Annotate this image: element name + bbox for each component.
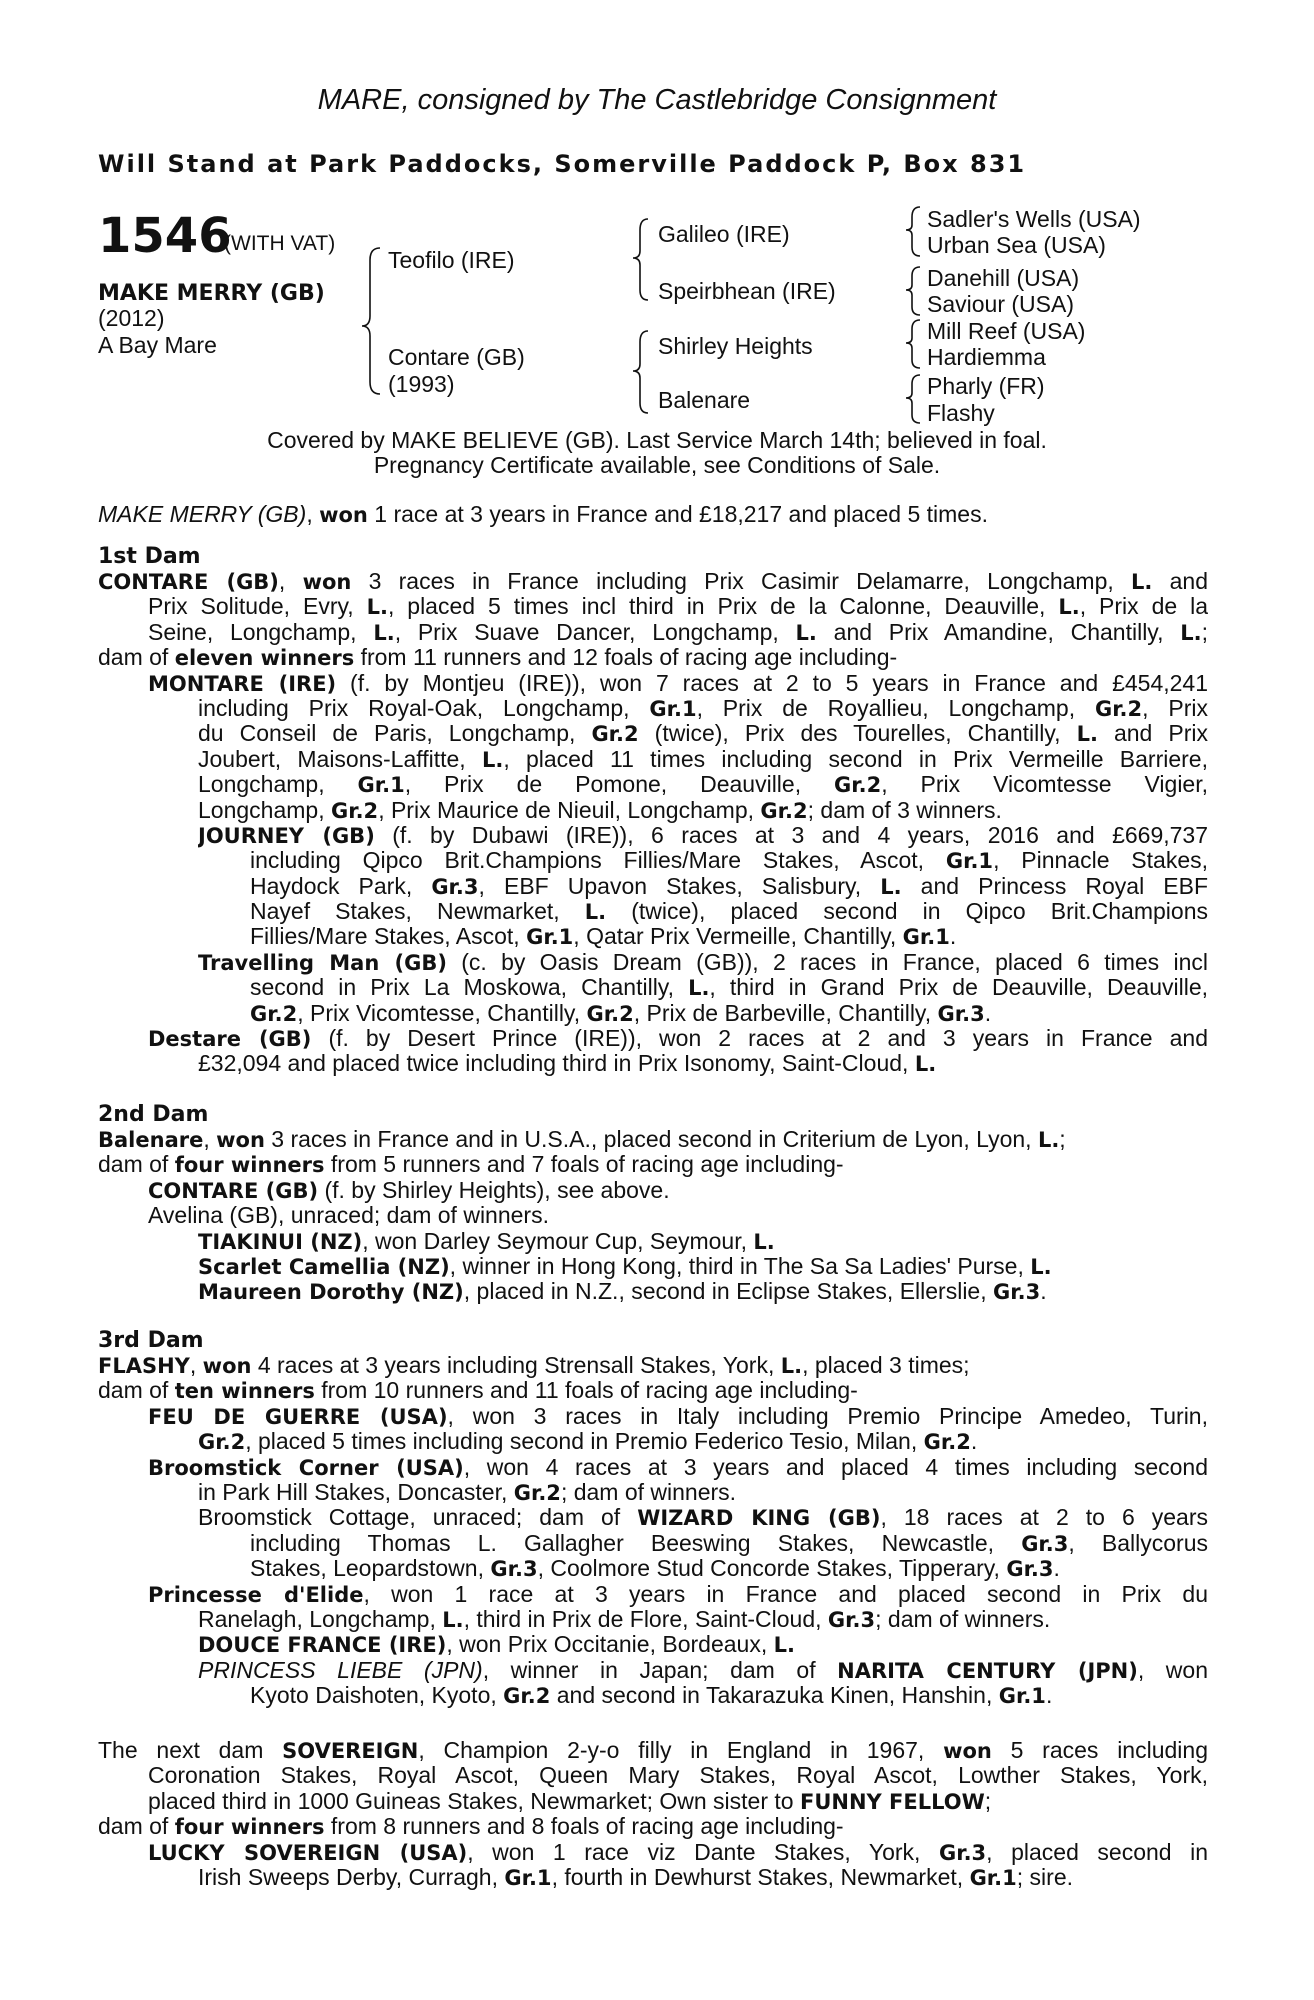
text-span: L. [773, 1633, 795, 1658]
text-span: , Pinnacle Stakes, [993, 848, 1208, 874]
text-span: ; sire. [1016, 1863, 1073, 1890]
text-span: TIAKINUI (NZ) [198, 1229, 363, 1254]
text-span: (twice), Prix des Tourelles, Chantilly, [638, 721, 1077, 747]
first-dam-block [98, 569, 1208, 1077]
text-span: NARITA CENTURY (JPN) [837, 1658, 1138, 1683]
text-span: SOVEREIGN [282, 1739, 419, 1763]
text-span: Gr.3 [827, 1607, 876, 1632]
text-span: Gr.2 [330, 798, 379, 823]
text-span: , Prix Vicomtesse Vigier, [881, 772, 1208, 798]
text-span: 3 races in France including Prix Casimir Delamarre, Longchamp, [351, 569, 1132, 594]
text-span: L. [780, 1354, 803, 1378]
pedigree-sire-dam: Speirbhean (IRE) [658, 278, 836, 304]
text-span: Gr.1 [357, 773, 405, 798]
summary-won: won [319, 503, 368, 527]
text-span: , Prix de Barbeville, Chantilly, [633, 999, 938, 1026]
text-line [198, 1865, 1208, 1890]
text-line [250, 899, 1208, 924]
text-span: won [943, 1739, 992, 1763]
text-span: Longchamp, [198, 796, 331, 823]
text-line [98, 1353, 1208, 1378]
text-line [250, 924, 1208, 949]
text-span: The next dam [98, 1738, 283, 1763]
text-span: L. [1030, 1254, 1052, 1279]
text-span: . [1045, 1682, 1053, 1709]
text-span: Gr.2 [1094, 696, 1143, 721]
text-span: , third in Prix de Flore, Saint-Cloud, [463, 1605, 828, 1632]
text-span: won [202, 1354, 252, 1378]
text-line [98, 1152, 1208, 1177]
text-span: from 5 runners and 7 foals of racing age including- [324, 1151, 844, 1178]
text-line [250, 848, 1208, 873]
text-span: . [984, 999, 992, 1026]
text-span: , won Darley Seymour Cup, Seymour, [362, 1227, 754, 1254]
text-span: Fillies/Mare Stakes, Ascot, [250, 923, 527, 950]
text-span: dam of [98, 1151, 175, 1178]
text-span: and [1152, 569, 1208, 594]
text-span: , EBF Upavon Stakes, Salisbury, [478, 873, 881, 899]
text-span: Gr.1 [649, 696, 697, 721]
text-span: , Prix de la [1079, 594, 1208, 620]
text-span: Gr.3 [1021, 1531, 1069, 1556]
text-span: ; dam of 3 winners. [807, 796, 1002, 823]
text-span: Princesse d'Elide [148, 1582, 364, 1607]
text-span: (twice), placed second in Qipco Brit.Champions [606, 899, 1208, 925]
text-span: , placed second in [986, 1839, 1208, 1865]
text-span: Gr.2 [923, 1430, 971, 1455]
text-line [250, 1683, 1208, 1708]
text-line [198, 1607, 1208, 1632]
text-span: won [302, 570, 352, 594]
text-line [98, 1814, 1208, 1839]
text-span: dam of [98, 1813, 175, 1840]
text-span: du Conseil de Paris, Longchamp, [198, 721, 592, 747]
text-line [148, 1840, 1208, 1865]
text-span: ten winners [174, 1379, 315, 1404]
text-span: L. [1076, 722, 1098, 747]
text-span: , Prix [1142, 695, 1208, 721]
text-span: , [203, 1126, 217, 1152]
text-span: Coronation Stakes, Royal Ascot, Queen Mary Stakes, Royal Ascot, Lowther Stakes, York, [148, 1763, 1208, 1789]
pedigree-dsd: Hardiemma [927, 344, 1046, 370]
text-line [250, 874, 1208, 899]
text-span: . [949, 923, 957, 950]
pedigree-sire: Teofilo (IRE) [388, 247, 515, 273]
summary-rest: 1 race at 3 years in France and £18,217 and placed 5 times. [367, 501, 988, 527]
text-span: , Prix Vicomtesse, Chantilly, [297, 999, 587, 1026]
text-span: won [216, 1128, 265, 1152]
text-span: Gr.1 [504, 1865, 552, 1890]
text-span: (f. by Montjeu (IRE)), won 7 races at 2 to 5 years in France and £454,241 [336, 670, 1208, 696]
text-span: , placed 5 times incl third in Prix de la Calonne, Deauville, [387, 594, 1059, 620]
text-line [148, 620, 1208, 645]
page-title: MARE, consigned by The Castlebridge Consignment [317, 84, 997, 116]
text-span: Gr.2 [591, 722, 639, 747]
text-line [198, 1632, 1208, 1657]
pedigree-ddd: Flashy [927, 400, 995, 426]
text-line [98, 645, 1208, 670]
text-line [198, 1051, 1208, 1076]
text-span: Gr.2 [760, 798, 808, 823]
text-span: , [189, 1352, 203, 1378]
text-span: Gr.1 [998, 1684, 1046, 1709]
text-span: Avelina (GB), unraced; dam of winners. [148, 1202, 549, 1229]
section-2nd-dam: 2nd Dam [98, 1102, 209, 1127]
text-span: (f. by Shirley Heights), see above. [318, 1176, 670, 1203]
text-span: dam of [98, 1377, 175, 1404]
text-span: , placed in N.Z., second in Eclipse Stakes, Ellerslie, [463, 1278, 994, 1305]
text-span: ; [984, 1787, 992, 1814]
text-span: L. [481, 747, 504, 772]
text-span: WIZARD KING (GB) [637, 1506, 881, 1531]
text-span: ; [1201, 619, 1208, 645]
text-line [198, 798, 1208, 823]
text-span: Haydock Park, [250, 873, 432, 899]
text-span: L. [1180, 620, 1202, 645]
text-line [198, 1254, 1208, 1279]
text-span: , placed 5 times including second in Premio Federico Tesio, Milan, [245, 1428, 924, 1455]
pedigree-dam: Contare (GB) [388, 344, 525, 370]
text-span: , winner in Hong Kong, third in The Sa Sa Ladies' Purse, [449, 1252, 1031, 1279]
text-span: Gr.2 [586, 1001, 634, 1026]
text-line [148, 1203, 1208, 1228]
text-line [98, 1738, 1208, 1763]
horse-year: (2012) [98, 305, 165, 331]
text-line [198, 772, 1208, 797]
text-span: , won 1 race at 3 years in France and placed second in Prix du [363, 1581, 1208, 1607]
text-span: , placed 11 times including second in Prix Vermeille Barriere, [503, 746, 1208, 772]
text-span: L. [880, 874, 902, 899]
pedigree-ssd: Urban Sea (USA) [927, 232, 1106, 258]
pedigree-dam-year: (1993) [388, 371, 455, 397]
text-span: 5 races including [991, 1738, 1208, 1763]
text-span: . [970, 1428, 978, 1455]
text-line [198, 1429, 1208, 1454]
text-line [148, 1455, 1208, 1480]
pedigree-dam-sire: Shirley Heights [658, 333, 813, 359]
text-span: , [278, 569, 303, 594]
text-span: Gr.2 [198, 1430, 246, 1455]
text-span: Gr.3 [1006, 1557, 1054, 1582]
text-span: , won [1137, 1657, 1208, 1683]
text-span: Joubert, Maisons-Laffitte, [198, 746, 482, 772]
text-span: , fourth in Dewhurst Stakes, Newmarket, [551, 1863, 970, 1890]
text-span: DOUCE FRANCE (IRE) [198, 1633, 447, 1658]
text-line [198, 696, 1208, 721]
text-span: L. [795, 620, 817, 645]
text-span: and second in Takarazuka Kinen, Hanshin, [550, 1682, 999, 1709]
text-span: L. [373, 620, 395, 645]
text-span: including Thomas L. Gallagher Beeswing Stakes, Newcastle, [250, 1530, 1022, 1556]
text-span: Longchamp, [198, 772, 358, 798]
text-line [98, 1127, 1208, 1152]
text-line [198, 1480, 1208, 1505]
text-span: MONTARE (IRE) [148, 671, 337, 696]
section-1st-dam: 1st Dam [98, 544, 201, 569]
text-line [98, 569, 1208, 594]
text-span: placed third in 1000 Guineas Stakes, Newmarket; Own sister to [148, 1787, 800, 1814]
text-span: L. [914, 1052, 937, 1077]
text-span: eleven winners [174, 646, 355, 671]
text-span: Gr.3 [937, 1001, 985, 1026]
text-line [148, 1404, 1208, 1429]
text-span: PRINCESS LIEBE (JPN) [198, 1657, 483, 1683]
text-span: 3 races in France and in U.S.A., placed second in Criterium de Lyon, Lyon, [264, 1126, 1038, 1152]
text-line [98, 1378, 1208, 1403]
text-span: dam of [98, 644, 175, 671]
text-span: LUCKY SOVEREIGN (USA) [148, 1840, 468, 1865]
pedigree-dss: Mill Reef (USA) [927, 318, 1086, 344]
text-span: Balenare [98, 1128, 204, 1152]
text-span: Gr.1 [969, 1865, 1017, 1890]
text-span: L. [366, 595, 388, 620]
text-span: ; dam of winners. [560, 1478, 737, 1505]
text-line [198, 950, 1208, 975]
next-dam-block [98, 1738, 1208, 1890]
text-span: Kyoto Daishoten, Kyoto, [250, 1682, 504, 1709]
lot-vat: (WITH VAT) [224, 232, 336, 255]
second-dam-block [98, 1127, 1208, 1305]
text-span: , winner in Japan; dam of [482, 1657, 838, 1683]
horse-name: MAKE MERRY (GB) [98, 281, 325, 306]
text-span: four winners [174, 1815, 325, 1840]
text-span: , Coolmore Stud Concorde Stakes, Tipperary, [537, 1555, 1007, 1582]
text-span: from 11 runners and 12 foals of racing age including- [354, 644, 898, 671]
pregnancy-info: Pregnancy Certificate available, see Conditions of Sale. [373, 452, 941, 478]
text-span: Travelling Man (GB) [198, 950, 447, 975]
text-span: , Prix Maurice de Nieuil, Longchamp, [378, 796, 761, 823]
text-line [148, 1582, 1208, 1607]
text-span: Maureen Dorothy (NZ) [198, 1280, 464, 1305]
text-span: JOURNEY (GB) [198, 823, 375, 848]
text-span: L. [584, 900, 607, 925]
section-3rd-dam: 3rd Dam [98, 1328, 204, 1353]
text-line [198, 1229, 1208, 1254]
pedigree-sss: Sadler's Wells (USA) [927, 206, 1141, 232]
text-span: , won 4 races at 3 years and placed 4 times including second [463, 1454, 1208, 1480]
text-span: FEU DE GUERRE (USA) [148, 1404, 448, 1429]
text-span: CONTARE (GB) [98, 570, 279, 594]
text-span: Gr.1 [902, 925, 950, 950]
text-span: second in Prix La Moskowa, Chantilly, [250, 975, 689, 1001]
text-span: , Champion 2-y-o filly in England in 1967, [418, 1738, 944, 1763]
covering-info: Covered by MAKE BELIEVE (GB). Last Service March 14th; believed in foal. [267, 427, 1047, 453]
text-span: . [1040, 1278, 1047, 1305]
text-span: in Park Hill Stakes, Doncaster, [198, 1478, 514, 1505]
text-span: , Ballycorus [1068, 1530, 1208, 1556]
text-span: Gr.2 [250, 1001, 298, 1026]
text-line [250, 975, 1208, 1000]
text-span: , placed 3 times; [802, 1352, 970, 1378]
text-span: L. [442, 1607, 464, 1632]
text-span: , Prix de Pomone, Deauville, [404, 772, 835, 798]
text-line [148, 671, 1208, 696]
text-span: , 18 races at 2 to 6 years [880, 1505, 1208, 1531]
text-span: from 10 runners and 11 foals of racing age including- [314, 1377, 858, 1404]
text-line [198, 1505, 1208, 1530]
text-span: . [1053, 1555, 1060, 1582]
text-span: Prix Solitude, Evry, [148, 594, 367, 620]
text-span: (f. by Dubawi (IRE)), 6 races at 3 and 4 years, 2016 and £669,737 [374, 822, 1208, 848]
text-span: Seine, Longchamp, [148, 619, 374, 645]
text-span: , third in Grand Prix de Deauville, Deauville, [709, 975, 1208, 1001]
text-span: (f. by Desert Prince (IRE)), won 2 races at 2 and 3 years in France and [311, 1026, 1208, 1052]
text-span: Destare (GB) [148, 1027, 312, 1052]
summary-name: MAKE MERRY (GB) [98, 501, 307, 527]
horse-description: A Bay Mare [98, 332, 217, 358]
text-span: Gr.3 [431, 874, 479, 899]
text-span: CONTARE (GB) [148, 1178, 319, 1203]
text-span: Scarlet Camellia (NZ) [198, 1254, 450, 1279]
text-span: Broomstick Corner (USA) [148, 1455, 464, 1480]
text-line [198, 721, 1208, 746]
text-span: , Prix Suave Dancer, Longchamp, [394, 619, 796, 645]
text-span: Broomstick Cottage, unraced; dam of [198, 1505, 638, 1531]
third-dam-block [98, 1353, 1208, 1708]
text-span: and Princess Royal EBF [901, 873, 1208, 899]
text-line [148, 1763, 1208, 1788]
text-span: L. [753, 1229, 775, 1254]
text-span: ; [1059, 1126, 1066, 1152]
text-span: FUNNY FELLOW [799, 1789, 985, 1814]
pedigree-brackets [0, 0, 1314, 460]
text-line [148, 594, 1208, 619]
text-span: L. [688, 976, 710, 1001]
text-line [148, 1178, 1208, 1203]
text-span: Gr.2 [503, 1684, 551, 1709]
stand-location: Will Stand at Park Paddocks, Somerville Paddock P, Box 831 [98, 150, 1027, 178]
text-span: including Qipco Brit.Champions Fillies/Mare Stakes, Ascot, [250, 848, 946, 874]
text-span: from 8 runners and 8 foals of racing age including- [324, 1813, 844, 1840]
text-line [250, 1001, 1208, 1026]
text-span: Ranelagh, Longchamp, [198, 1605, 443, 1632]
text-span: four winners [174, 1153, 325, 1178]
pedigree-dam-dam: Balenare [658, 387, 751, 413]
pedigree-sds: Danehill (USA) [927, 265, 1080, 291]
text-span: , won Prix Occitanie, Bordeaux, [446, 1631, 774, 1658]
text-span: including Prix Royal-Oak, Longchamp, [198, 695, 650, 721]
text-span: L. [1058, 595, 1080, 620]
text-span: Stakes, Leopardstown, [250, 1555, 491, 1582]
text-span: Gr.2 [513, 1480, 561, 1505]
text-line [198, 823, 1208, 848]
text-span: Nayef Stakes, Newmarket, [250, 899, 585, 925]
text-span: FLASHY [98, 1354, 190, 1378]
text-line [148, 1026, 1208, 1051]
text-span: L. [1131, 570, 1153, 594]
text-span: and Prix [1097, 721, 1208, 747]
text-span: Irish Sweeps Derby, Curragh, [198, 1863, 505, 1890]
text-span: Gr.3 [993, 1280, 1041, 1305]
text-span: , won 3 races in Italy including Premio Principe Amedeo, Turin, [447, 1403, 1208, 1429]
text-span: L. [1037, 1128, 1060, 1152]
text-line [250, 1556, 1208, 1581]
lot-number: 1546 [98, 208, 232, 264]
text-span: Gr.1 [526, 925, 574, 950]
text-line [198, 747, 1208, 772]
text-span: , Prix de Royallieu, Longchamp, [696, 695, 1095, 721]
text-span: (c. by Oasis Dream (GB)), 2 races in France, placed 6 times incl [446, 949, 1208, 975]
text-line [148, 1789, 1208, 1814]
pedigree-sire-sire: Galileo (IRE) [658, 221, 790, 247]
horse-summary: MAKE MERRY (GB), won 1 race at 3 years in France and £18,217 and placed 5 times. [98, 501, 988, 527]
text-line [250, 1531, 1208, 1556]
text-span: ; dam of winners. [875, 1605, 1051, 1632]
text-line [198, 1658, 1208, 1683]
text-span: , won 1 race viz Dante Stakes, York, [467, 1839, 939, 1865]
text-span: Gr.3 [490, 1557, 538, 1582]
text-span: Gr.1 [945, 849, 994, 874]
pedigree-dds: Pharly (FR) [927, 373, 1045, 399]
text-span: 4 races at 3 years including Strensall Stakes, York, [251, 1352, 781, 1378]
text-span: , Qatar Prix Vermeille, Chantilly, [573, 923, 903, 950]
text-span: £32,094 and placed twice including third in Prix Isonomy, Saint-Cloud, [198, 1050, 915, 1077]
text-span: Gr.2 [834, 773, 882, 798]
pedigree-sdd: Saviour (USA) [927, 291, 1074, 317]
text-line [198, 1279, 1208, 1304]
text-span: Gr.3 [938, 1840, 987, 1865]
text-span: and Prix Amandine, Chantilly, [816, 619, 1181, 645]
